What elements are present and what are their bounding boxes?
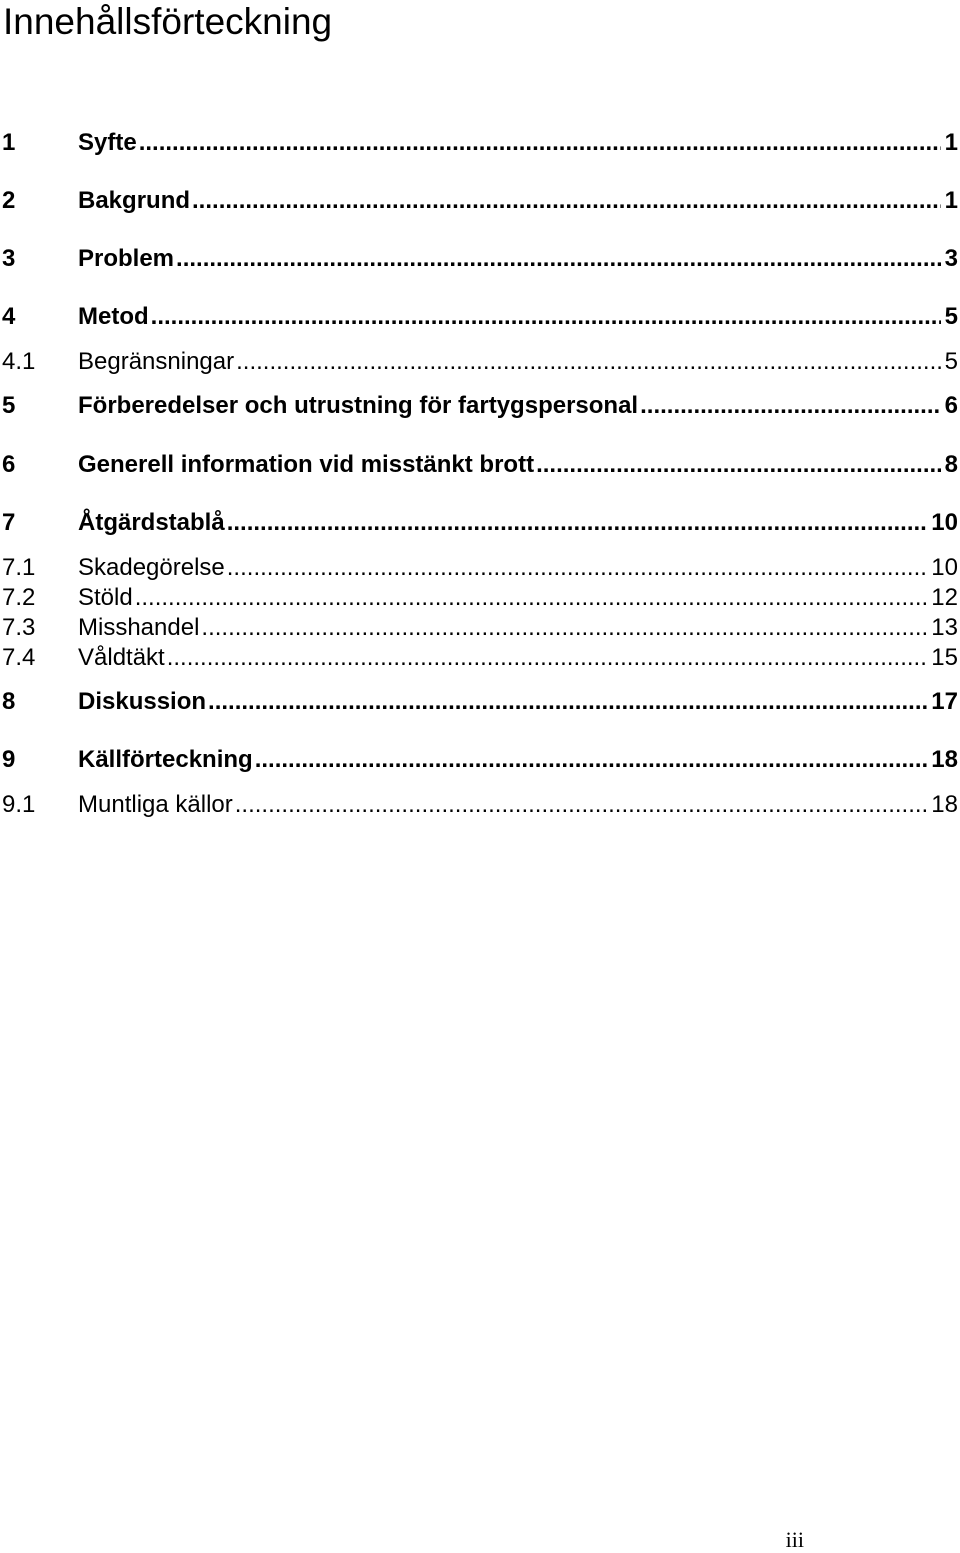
toc-dot-leader xyxy=(176,244,941,274)
toc-entry-number: 7 xyxy=(2,509,16,536)
toc-entry-diskussion[interactable] xyxy=(0,687,958,717)
toc-entry-title: Förberedelser och utrustning för fartygspersonal xyxy=(78,392,639,419)
toc-entry-title: Källförteckning xyxy=(78,746,253,773)
toc-entry-number: 7.2 xyxy=(2,584,36,611)
toc-entry-number: 7.4 xyxy=(2,644,36,671)
toc-entry-number: 4 xyxy=(2,303,16,330)
toc-entry-bakgrund[interactable] xyxy=(0,186,958,216)
toc-entry-title: Stöld xyxy=(78,584,133,611)
toc-entry-page: 18 xyxy=(931,791,958,818)
page-number: iii xyxy=(785,1527,804,1552)
toc-entry-number: 3 xyxy=(2,245,16,272)
toc-entry-page: 10 xyxy=(931,509,958,536)
toc-entry-skadegorelse[interactable] xyxy=(0,553,958,583)
toc-entry-page: 17 xyxy=(931,688,958,715)
toc-entry-problem[interactable] xyxy=(0,244,958,274)
toc-dot-leader xyxy=(135,583,928,613)
toc-entry-number: 6 xyxy=(2,451,16,478)
toc-entry-page: 13 xyxy=(931,614,958,641)
toc-entry-title: Våldtäkt xyxy=(78,644,165,671)
toc-entry-number: 5 xyxy=(2,392,16,419)
toc-dot-leader xyxy=(208,687,927,717)
toc-entry-title: Bakgrund xyxy=(78,187,191,214)
toc-entry-title: Åtgärdstablå xyxy=(78,509,225,536)
toc-entry-number: 4.1 xyxy=(2,348,36,375)
toc-entry-kallforteckning[interactable] xyxy=(0,745,958,775)
toc-entry-number: 1 xyxy=(2,129,16,156)
toc-dot-leader xyxy=(235,790,928,820)
toc-entry-stold[interactable] xyxy=(0,583,958,613)
toc-dot-leader xyxy=(151,302,941,332)
toc-entry-number: 9 xyxy=(2,746,16,773)
toc-entry-muntliga-kallor[interactable] xyxy=(0,790,958,820)
toc-entry-page: 3 xyxy=(944,245,958,272)
toc-entry-title: Diskussion xyxy=(78,688,207,715)
toc-entry-page: 5 xyxy=(944,303,958,330)
toc-entry-number: 7.3 xyxy=(2,614,36,641)
toc-entry-number: 8 xyxy=(2,688,16,715)
toc-entry-title: Muntliga källor xyxy=(78,791,233,818)
toc-entry-valdtakt[interactable] xyxy=(0,643,958,673)
toc-dot-leader xyxy=(255,745,928,775)
toc-entry-title: Problem xyxy=(78,245,175,272)
toc-dot-leader xyxy=(227,553,928,583)
toc-entry-page: 1 xyxy=(944,187,958,214)
toc-dot-leader xyxy=(236,347,941,377)
toc-entry-page: 15 xyxy=(931,644,958,671)
toc-entry-title: Skadegörelse xyxy=(78,554,225,581)
toc-entry-generell-information[interactable] xyxy=(0,450,958,480)
toc-entry-metod[interactable] xyxy=(0,302,958,332)
toc-entry-page: 5 xyxy=(944,348,958,375)
toc-entry-title: Metod xyxy=(78,303,149,330)
toc-dot-leader xyxy=(536,450,941,480)
toc-dot-leader xyxy=(139,128,941,158)
toc-entry-page: 10 xyxy=(931,554,958,581)
toc-entry-number: 9.1 xyxy=(2,791,36,818)
toc-entry-title: Syfte xyxy=(78,129,137,156)
toc-entry-page: 1 xyxy=(944,129,958,156)
toc-entry-page: 18 xyxy=(931,746,958,773)
toc-entry-misshandel[interactable] xyxy=(0,613,958,643)
toc-dot-leader xyxy=(227,508,928,538)
toc-dot-leader xyxy=(201,613,927,643)
toc-entry-begransningar[interactable] xyxy=(0,347,958,377)
toc-entry-syfte[interactable] xyxy=(0,128,958,158)
toc-entry-page: 12 xyxy=(931,584,958,611)
toc-entry-number: 7.1 xyxy=(2,554,36,581)
toc-dot-leader xyxy=(192,186,941,216)
toc-title: Innehållsförteckning xyxy=(3,1,333,42)
toc-entry-title: Generell information vid misstänkt brott xyxy=(78,451,535,478)
toc-entry-atgardstabla[interactable] xyxy=(0,508,958,538)
toc-dot-leader xyxy=(640,391,941,421)
toc-entry-title: Begränsningar xyxy=(78,348,235,375)
toc-entry-page: 8 xyxy=(944,451,958,478)
toc-entry-forberedelser[interactable] xyxy=(0,391,958,421)
toc-dot-leader xyxy=(167,643,928,673)
toc-entry-page: 6 xyxy=(944,392,958,419)
toc-entry-title: Misshandel xyxy=(78,614,200,641)
toc-entry-number: 2 xyxy=(2,187,16,214)
